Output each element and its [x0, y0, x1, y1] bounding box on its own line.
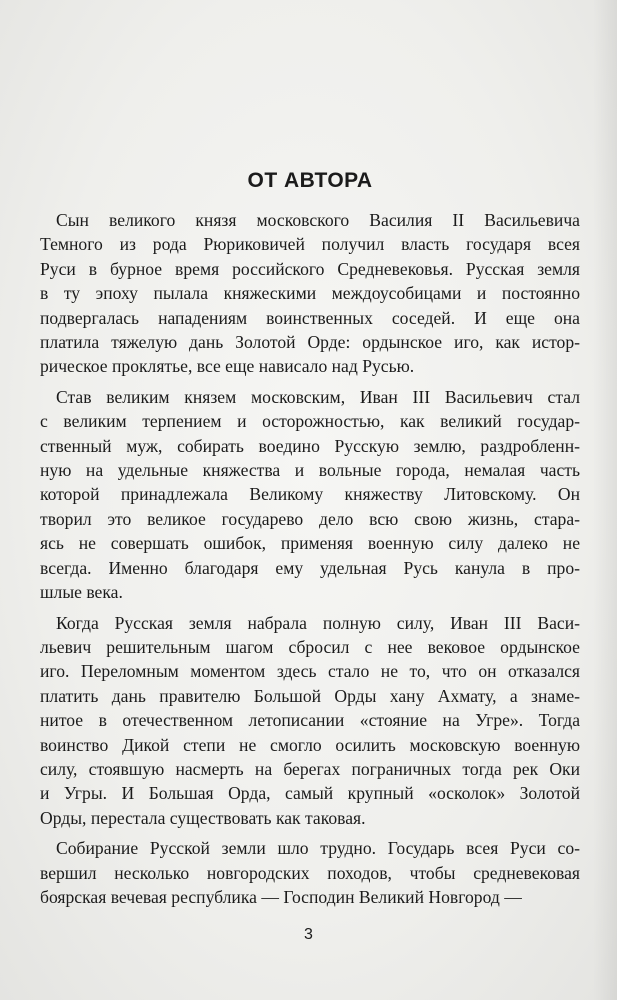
text-line: силу, стоявшую насмерть на берегах пограничных тогда рек Оки: [40, 758, 580, 779]
text-line: Сын великого князя московского Василия II Васильевича: [56, 210, 580, 230]
text-body: [40, 208, 580, 909]
text-line: Когда Русская земля набрала полную силу, Иван III Васи-: [56, 612, 580, 633]
text-line: ственный муж, собирать воедино Русскую землю, раздробленн-: [40, 435, 580, 456]
text-line: Орды, перестала существовать как таковая.: [40, 807, 366, 828]
text-line: и Угры. И Большая Орда, самый крупный «осколок» Золотой: [40, 783, 580, 804]
chapter-heading: ОТ АВТОРА: [247, 169, 373, 192]
text-line: рическое проклятье, все еще нависало над Русью.: [40, 356, 415, 377]
paragraph: [40, 385, 580, 605]
text-line: вершил несколько новгородских походов, чтобы средневековая: [40, 862, 580, 883]
text-line: с великим терпением и осторожностью, как великий государ-: [40, 411, 580, 432]
text-line: иго. Переломным моментом здесь стало не то, что он отказался: [40, 661, 580, 682]
text-line: подвергалась нападениям воинственных соседей. И еще она: [40, 307, 580, 328]
text-line: льевич решительным шагом сбросил с нее вековое ордынское: [40, 636, 580, 657]
text-line: нитое в отечественном летописании «стояние на Угре». Тогда: [40, 710, 580, 731]
text-line: творил это великое государево дело всю свою жизнь, стара-: [40, 508, 580, 529]
page-content: [40, 166, 580, 915]
text-line: платила тяжелую дань Золотой Орде: ордынское иго, как истор-: [40, 332, 580, 353]
text-line: шлые века.: [40, 582, 123, 603]
paragraph: [40, 208, 580, 379]
spine-shadow: [593, 0, 617, 1000]
text-line: Став великим князем московским, Иван III Васильевич стал: [56, 386, 580, 407]
text-line: платить дань правителю Большой Орды хану Ахмату, а знаме-: [40, 685, 580, 706]
page-number: 3: [304, 926, 313, 943]
text-line: Темного из рода Рюриковичей получил власть государя всея: [40, 234, 580, 255]
text-line: ясь не совершать ошибок, применяя военную силу далеко не: [40, 533, 580, 554]
text-line: которой принадлежала Великому княжеству Литовскому. Он: [40, 484, 580, 505]
text-line: ную на удельные княжества и вольные города, немалая часть: [40, 460, 580, 481]
text-line: Собирание Русской земли шло трудно. Государь всея Руси со-: [56, 838, 580, 859]
text-line: в ту эпоху пылала княжескими междоусобицами и постоянно: [40, 283, 580, 304]
text-line: воинство Дикой степи не смогло осилить московскую военную: [40, 734, 580, 755]
paragraph: [40, 611, 580, 831]
text-line: всегда. Именно благодаря ему удельная Русь канула в про-: [40, 557, 580, 578]
text-line: боярская вечевая республика — Господин Великий Новгород —: [40, 886, 522, 907]
paragraph: [40, 836, 580, 909]
text-line: Руси в бурное время российского Средневековья. Русская земля: [40, 258, 580, 279]
